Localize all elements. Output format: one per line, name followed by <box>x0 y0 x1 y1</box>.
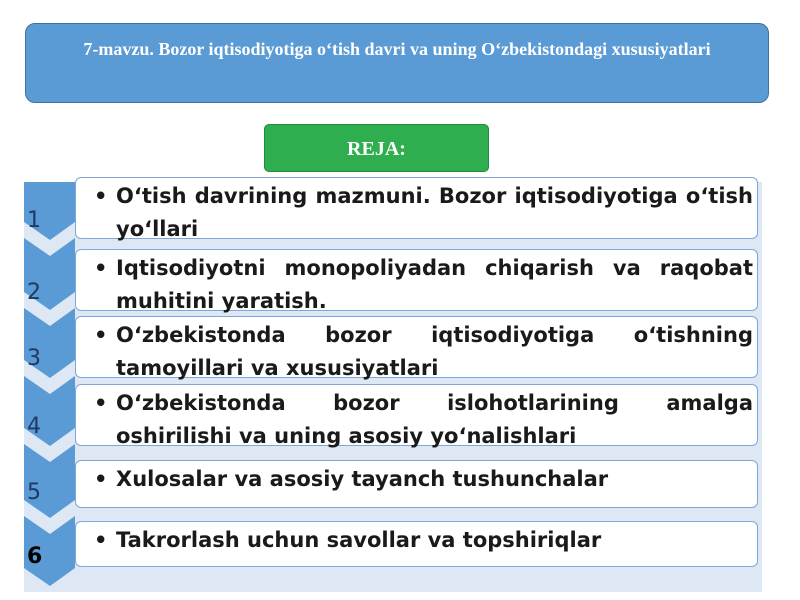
plan-item-text: • O‘zbekistonda bozor islohotlarining amalga oshirilishi va uning asosiy yo‘nalishlari <box>94 387 753 453</box>
plan-item-4 <box>75 384 758 446</box>
plan-item-5 <box>75 460 758 508</box>
item-number-6: 6 <box>27 544 43 569</box>
plan-item-1 <box>75 177 758 239</box>
plan-item-text: • Xulosalar va asosiy tayanch tushunchalar <box>94 463 753 496</box>
item-number-3: 3 <box>27 346 41 371</box>
plan-item-6 <box>75 521 758 567</box>
plan-label: REJA: <box>347 138 406 160</box>
item-number-4: 4 <box>27 414 41 439</box>
plan-item-text: • Iqtisodiyotni monopoliyadan chiqarish va raqobat muhitini yaratish. <box>94 252 753 318</box>
item-number-2: 2 <box>27 280 41 305</box>
plan-item-text: • O‘tish davrining mazmuni. Bozor iqtisodiyotiga o‘tish yo‘llari <box>94 180 753 246</box>
plan-item-text: • O‘zbekistonda bozor iqtisodiyotiga o‘tishning tamoyillari va xususiyatlari <box>94 319 753 385</box>
topic-title-text: 7-mavzu. Bozor iqtisodiyotiga o‘tish davri va uning O‘zbekistondagi xususiyatlari <box>83 39 711 59</box>
item-number-1: 1 <box>27 208 41 233</box>
item-number-5: 5 <box>27 480 41 505</box>
plan-item-3 <box>75 316 758 378</box>
plan-item-text: • Takrorlash uchun savollar va topshiriqlar <box>94 524 753 557</box>
plan-item-2 <box>75 249 758 311</box>
